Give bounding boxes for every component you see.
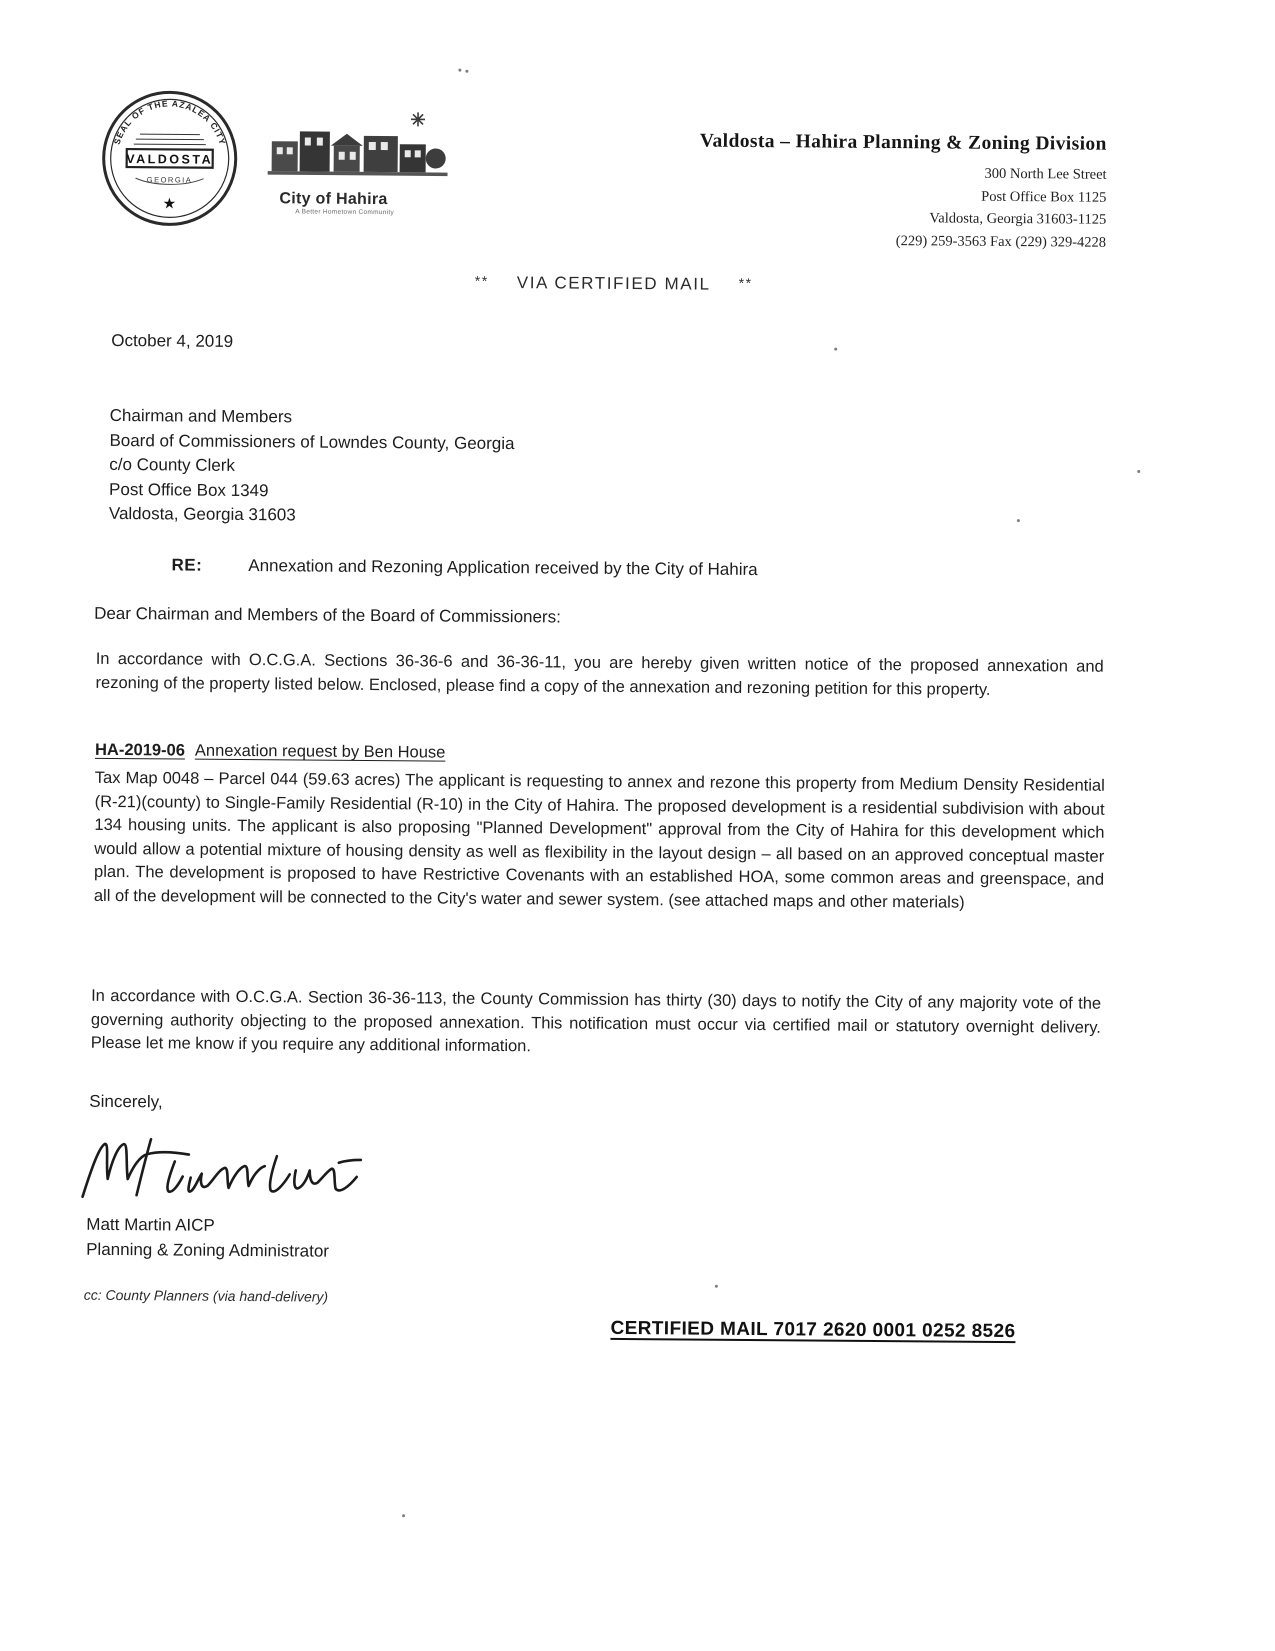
signer-title: Planning & Zoning Administrator <box>86 1239 330 1261</box>
re-subject: Annexation and Rezoning Application received by the City of Hahira <box>248 556 758 580</box>
re-label: RE: <box>171 555 203 575</box>
seal-arc-text: SEAL OF THE AZALEA CITY <box>111 98 228 147</box>
division-pobox: Post Office Box 1125 <box>981 188 1107 206</box>
case-title: Annexation request by Ben House <box>194 741 446 762</box>
recipient-line: Post Office Box 1349 <box>109 479 269 500</box>
scan-speck <box>402 1514 405 1517</box>
starburst-icon <box>411 112 425 126</box>
valdosta-seal-graphic <box>99 88 240 229</box>
case-heading-underline <box>95 741 445 762</box>
cc-line: cc: County Planners (via hand-delivery) <box>83 1286 329 1305</box>
scan-speck <box>1137 470 1140 473</box>
scan-speck <box>1017 519 1020 522</box>
scan-speck <box>834 348 837 351</box>
division-city-state-zip: Valdosta, Georgia 31603-1125 <box>929 210 1107 228</box>
paragraph-notice: In accordance with O.C.G.A. Sections 36-36-6 and 36-36-11, you are hereby given written notice of the proposed annexation and rezoning of the property listed below. Enclosed, please find a copy of the annexation and rezoning petition for this property. <box>95 649 1104 699</box>
recipient-line: Chairman and Members <box>109 405 293 427</box>
division-title: Valdosta – Hahira Planning & Zoning Division <box>699 130 1107 155</box>
hahira-logo-tagline: A Better Hometown Community <box>295 208 395 217</box>
paragraph-county-notice: In accordance with O.C.G.A. Section 36-36-113, the County Commission has thirty (30) days to notify the City of any majority vote of the governing authority objecting to the proposed annexation. This notification must occur via certified mail or statutory overnight delivery. Please let me know if you require any additional information. <box>90 986 1102 1056</box>
seal-city-name: VALDOSTA <box>126 152 214 167</box>
re-line <box>171 555 757 580</box>
division-phone-fax: (229) 259-3563 Fax (229) 329-4228 <box>895 232 1107 251</box>
paragraph-case-description: Tax Map 0048 – Parcel 044 (59.63 acres) The applicant is requesting to annex and rezone this property from Medium Density Residential (R-21)(county) to Single-Family Residential (R-10) in the City of Hahira. The proposed development is a residential subdivision with about 134 housing units. The applicant is also proposing "Planned Development" approval from the City of Hahira for this development which would allow a potential mixture of housing density as well as flexibility in the layout design – all based on an approved conceptual master plan. The development is proposed to have Restrictive Covenants with an established HOA, some common areas and greenspace, and all of the development will be connected to the City's water and sewer system. (see attached maps and other materials) <box>93 768 1105 912</box>
asterisks-right: ** <box>738 274 753 291</box>
recipient-line: Board of Commissioners of Lowndes County, Georgia <box>109 430 515 453</box>
division-street: 300 North Lee Street <box>984 165 1107 183</box>
scan-speck <box>715 1285 718 1288</box>
signature-block <box>76 1133 377 1220</box>
via-certified-mail-line <box>419 272 809 295</box>
signer-block <box>86 1212 329 1264</box>
closing: Sincerely, <box>89 1091 163 1112</box>
seal-state-name: GEORGIA <box>146 175 193 185</box>
scan-speck <box>465 70 468 73</box>
handwritten-signature <box>76 1133 377 1215</box>
signer-name: Matt Martin AICP <box>86 1214 215 1235</box>
hahira-logo-label: City of Hahira <box>279 190 388 209</box>
asterisks-left: ** <box>474 272 489 289</box>
hahira-logo-block <box>267 105 458 216</box>
seal-star-icon: ★ <box>162 195 177 213</box>
hahira-buildings-icon <box>268 105 449 184</box>
case-number: HA-2019-06 <box>94 740 186 760</box>
salutation: Dear Chairman and Members of the Board of Commissioners: <box>94 603 561 627</box>
seal-sunrise-lines <box>134 134 206 145</box>
certified-mail-number: CERTIFIED MAIL 7017 2620 0001 0252 8526 <box>610 1317 1016 1343</box>
recipient-line: c/o County Clerk <box>109 454 236 475</box>
division-letterhead <box>624 130 1107 254</box>
recipient-address-block <box>109 404 515 530</box>
scan-speck <box>458 69 461 72</box>
valdosta-seal <box>99 88 240 234</box>
recipient-line: Valdosta, Georgia 31603 <box>108 503 296 525</box>
case-heading <box>95 741 445 763</box>
date-line: October 4, 2019 <box>111 330 234 351</box>
via-certified-mail-text: VIA CERTIFIED MAIL <box>516 273 711 294</box>
